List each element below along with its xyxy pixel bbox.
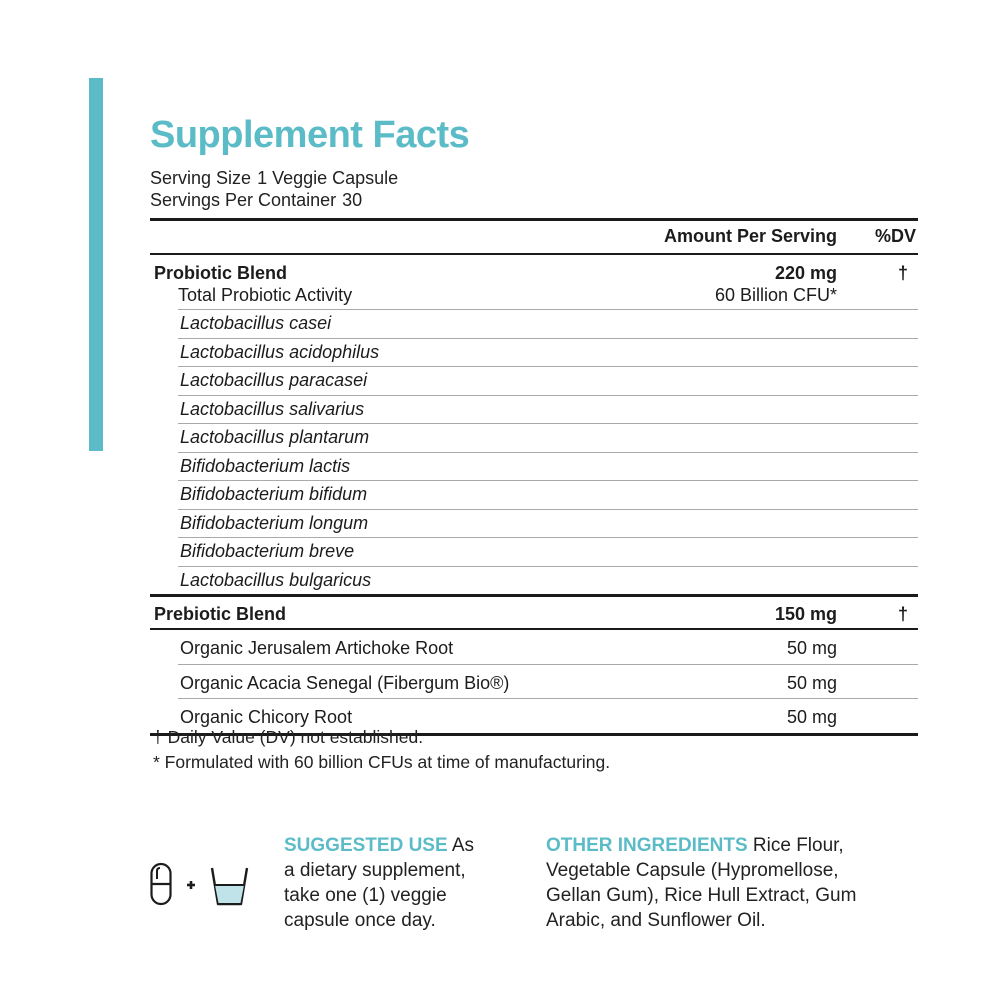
table-header bbox=[150, 221, 918, 253]
strain-row bbox=[178, 338, 918, 367]
total-probiotic-activity-label: Total Probiotic Activity bbox=[178, 285, 353, 305]
dv-header: %DV bbox=[874, 226, 916, 246]
strain-name: Lactobacillus casei bbox=[180, 313, 332, 333]
other-ingredients-label: OTHER INGREDIENTS bbox=[546, 835, 748, 856]
suggested-use-text: As bbox=[447, 835, 475, 856]
footnote-cfu: * Formulated with 60 billion CFUs at time of manufacturing. bbox=[153, 752, 611, 772]
strain-row bbox=[178, 452, 918, 481]
suggested-use bbox=[284, 833, 499, 933]
water-glass-icon bbox=[212, 868, 247, 904]
other-ingredients-text: Vegetable Capsule (Hypromellose, bbox=[546, 860, 839, 881]
strain-list bbox=[150, 309, 918, 594]
total-probiotic-activity-amount: 60 Billion CFU* bbox=[714, 285, 837, 305]
suggested-use-label: SUGGESTED USE bbox=[284, 835, 448, 856]
servings-per-container bbox=[150, 190, 362, 211]
suggested-use-text: take one (1) veggie bbox=[284, 885, 447, 906]
ingredient-name: Organic Chicory Root bbox=[180, 707, 353, 727]
accent-bar bbox=[89, 78, 103, 451]
strain-name: Lactobacillus bulgaricus bbox=[180, 569, 372, 590]
strain-row bbox=[178, 423, 918, 452]
probiotic-blend-name: Probiotic Blend bbox=[154, 263, 288, 283]
ingredient-amount: 50 mg bbox=[786, 707, 837, 727]
dosage-icons bbox=[150, 858, 250, 910]
other-ingredients-text: Arabic, and Sunflower Oil. bbox=[546, 910, 766, 931]
strain-row bbox=[178, 537, 918, 566]
strain-name: Lactobacillus paracasei bbox=[180, 370, 368, 390]
other-ingredients bbox=[546, 833, 926, 933]
prebiotic-ingredient-list bbox=[150, 630, 918, 733]
ingredient-amount: 50 mg bbox=[786, 638, 837, 658]
prebiotic-blend-dv: † bbox=[897, 604, 908, 624]
probiotic-blend-amount: 220 mg bbox=[774, 263, 837, 283]
prebiotic-blend-row bbox=[150, 597, 918, 628]
serving-size-label: Serving Size bbox=[150, 168, 252, 188]
probiotic-blend-row bbox=[150, 255, 918, 309]
strain-name: Bifidobacterium longum bbox=[180, 512, 369, 533]
footnote-dv: † Daily Value (DV) not established. bbox=[153, 727, 424, 747]
probiotic-blend-dv: † bbox=[897, 263, 908, 283]
plus-icon bbox=[187, 881, 195, 889]
page-title: Supplement Facts bbox=[150, 114, 470, 156]
ingredient-row bbox=[150, 630, 918, 664]
ingredient-row bbox=[178, 664, 918, 699]
ingredient-name: Organic Acacia Senegal (Fibergum Bio®) bbox=[180, 672, 510, 693]
strain-row bbox=[178, 480, 918, 509]
strain-name: Lactobacillus salivarius bbox=[180, 398, 365, 419]
capsule-icon bbox=[152, 864, 171, 904]
strain-name: Lactobacillus acidophilus bbox=[180, 341, 380, 362]
suggested-use-text: a dietary supplement, bbox=[284, 860, 466, 881]
prebiotic-blend-amount: 150 mg bbox=[774, 604, 837, 624]
strain-name: Bifidobacterium bifidum bbox=[180, 484, 368, 504]
ingredient-amount: 50 mg bbox=[786, 672, 837, 693]
strain-row bbox=[178, 366, 918, 395]
strain-name: Lactobacillus plantarum bbox=[180, 427, 370, 447]
serving-size bbox=[150, 168, 398, 189]
strain-name: Bifidobacterium breve bbox=[180, 541, 355, 561]
serving-size-value: 1 Veggie Capsule bbox=[257, 168, 399, 188]
other-ingredients-text: Rice Flour, bbox=[747, 835, 844, 856]
servings-per-container-label: Servings Per Container bbox=[150, 190, 337, 210]
strain-row bbox=[178, 509, 918, 538]
strain-name: Bifidobacterium lactis bbox=[180, 455, 351, 476]
other-ingredients-text: Gellan Gum), Rice Hull Extract, Gum bbox=[546, 885, 857, 906]
ingredient-name: Organic Jerusalem Artichoke Root bbox=[180, 638, 454, 658]
suggested-use-text: capsule once day. bbox=[284, 910, 436, 931]
prebiotic-blend-name: Prebiotic Blend bbox=[154, 604, 287, 624]
amount-per-serving-header: Amount Per Serving bbox=[663, 226, 837, 246]
dosage-illustration bbox=[150, 858, 250, 910]
strain-row bbox=[178, 395, 918, 424]
servings-per-container-value: 30 bbox=[342, 190, 363, 210]
strain-row bbox=[178, 309, 918, 338]
strain-row bbox=[178, 566, 918, 595]
facts-table bbox=[150, 218, 918, 736]
